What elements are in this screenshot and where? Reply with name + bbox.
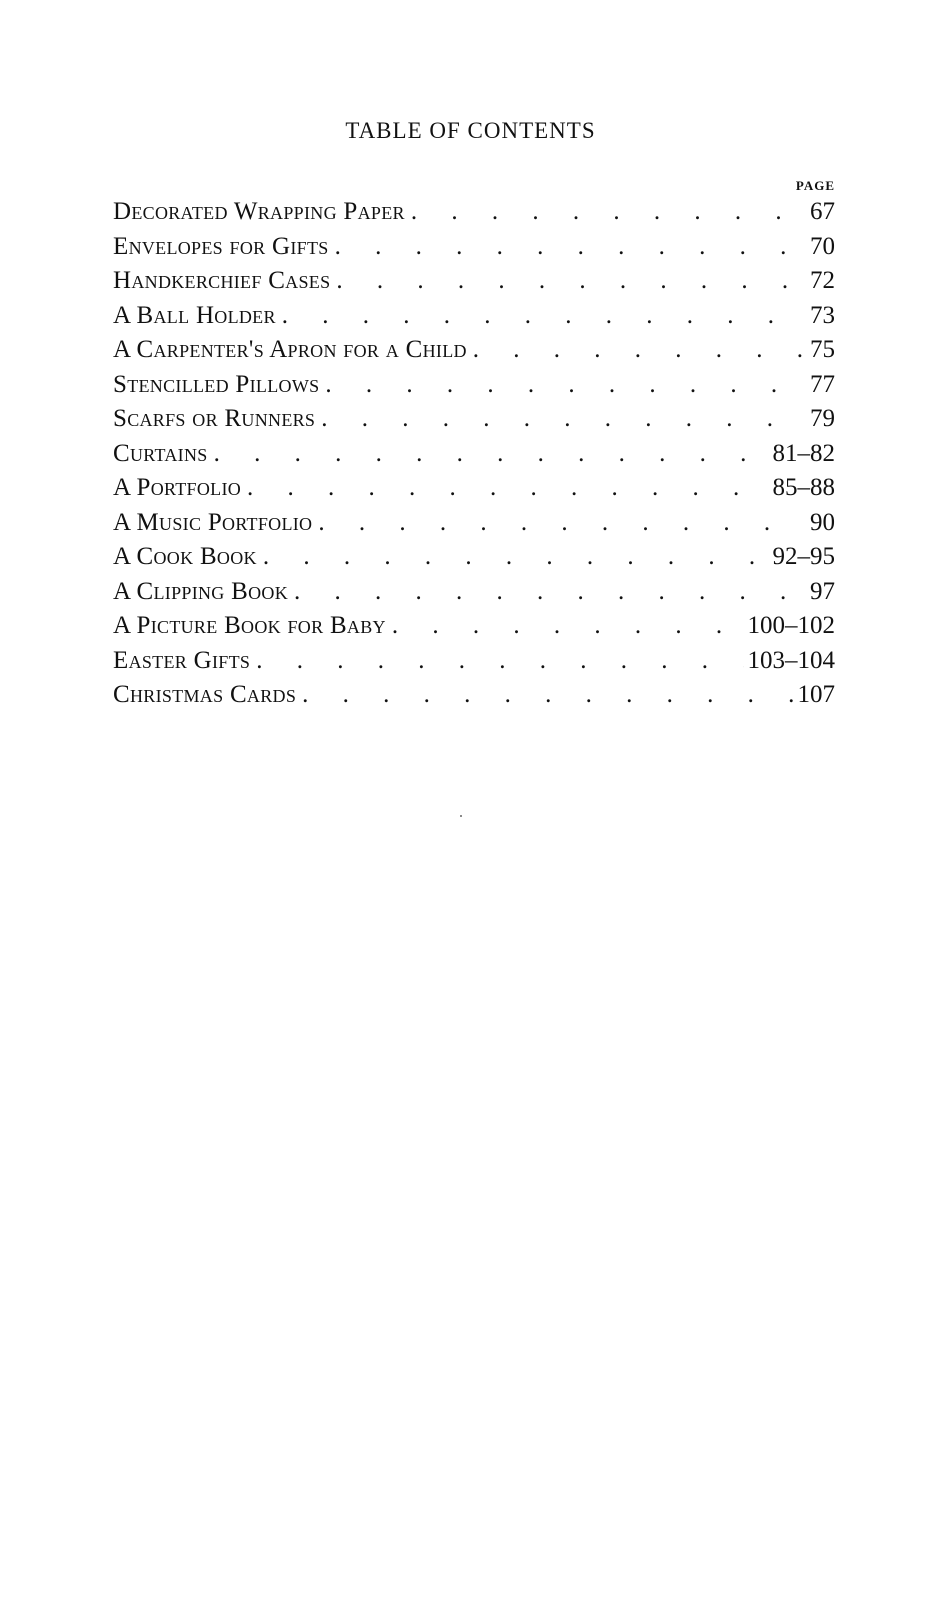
toc-entry-title: Stencilled Pillows: [113, 370, 320, 398]
page-title: TABLE OF CONTENTS: [345, 118, 596, 143]
toc-entry-title: Decorated Wrapping Paper: [113, 198, 405, 225]
toc-entry-title: A Portfolio: [113, 474, 242, 501]
toc-entry-title: A Carpenter's Apron for a Child: [113, 336, 467, 363]
dot-leader: [276, 302, 806, 330]
toc-entry: [113, 405, 835, 440]
dot-leader: [386, 612, 744, 640]
toc-list: [113, 198, 835, 716]
toc-entry: [113, 612, 835, 647]
toc-entry: [113, 578, 835, 613]
toc-entry-page: 103–104: [747, 646, 835, 674]
toc-entry-page: 75: [810, 336, 835, 363]
page-column-label: PAGE: [795, 178, 835, 193]
toc-entry-title: A Music Portfolio: [113, 508, 313, 536]
toc-entry: [113, 647, 835, 682]
toc-entry-page: 73: [810, 301, 835, 329]
ink-speck: [460, 815, 462, 817]
toc-entry: [113, 267, 835, 302]
toc-entry-page: 77: [810, 370, 835, 398]
toc-entry-page: 97: [810, 577, 835, 605]
toc-entry: [113, 198, 835, 233]
toc-entry-title: Christmas Cards: [113, 681, 297, 708]
toc-entry-page: 107: [797, 681, 835, 708]
toc-entry-title: Envelopes for Gifts: [113, 232, 329, 260]
toc-entry-title: A Cook Book: [113, 543, 257, 570]
toc-entry: [113, 543, 835, 578]
toc-entry-page: 92–95: [772, 543, 835, 570]
dot-leader: [288, 578, 806, 606]
dot-leader: [467, 336, 806, 364]
toc-entry: [113, 233, 835, 268]
dot-leader: [405, 198, 806, 226]
dot-leader: [208, 440, 769, 468]
toc-entry-title: A Ball Holder: [113, 301, 276, 329]
dot-leader: [312, 509, 806, 537]
toc-entry: [113, 336, 835, 371]
toc-entry: [113, 440, 835, 475]
toc-entry-page: 79: [810, 405, 835, 432]
toc-entry-title: Handkerchief Cases: [113, 267, 331, 294]
dot-leader: [330, 267, 806, 295]
toc-entry: [113, 681, 835, 716]
toc-entry-title: Scarfs or Runners: [113, 405, 316, 432]
toc-entry: [113, 474, 835, 509]
dot-leader: [319, 371, 806, 399]
toc-entry-page: 67: [810, 198, 835, 225]
toc-entry-title: Curtains: [113, 439, 208, 467]
dot-leader: [241, 474, 768, 502]
dot-leader: [257, 543, 769, 571]
toc-entry-page: 72: [810, 267, 835, 294]
dot-leader: [296, 681, 793, 709]
dot-leader: [315, 405, 806, 433]
toc-entry-title: A Picture Book for Baby: [113, 612, 386, 639]
toc-entry-title: Easter Gifts: [113, 646, 251, 674]
toc-entry-page: 85–88: [772, 474, 835, 501]
toc-entry: [113, 302, 835, 337]
toc-entry-page: 81–82: [772, 439, 835, 467]
dot-leader: [250, 647, 743, 675]
toc-entry-page: 90: [810, 508, 835, 536]
toc-entry-page: 100–102: [747, 612, 835, 639]
toc-entry: [113, 371, 835, 406]
toc-entry-title: A Clipping Book: [113, 577, 289, 605]
toc-entry-page: 70: [810, 232, 835, 260]
dot-leader: [329, 233, 806, 261]
toc-entry: [113, 509, 835, 544]
